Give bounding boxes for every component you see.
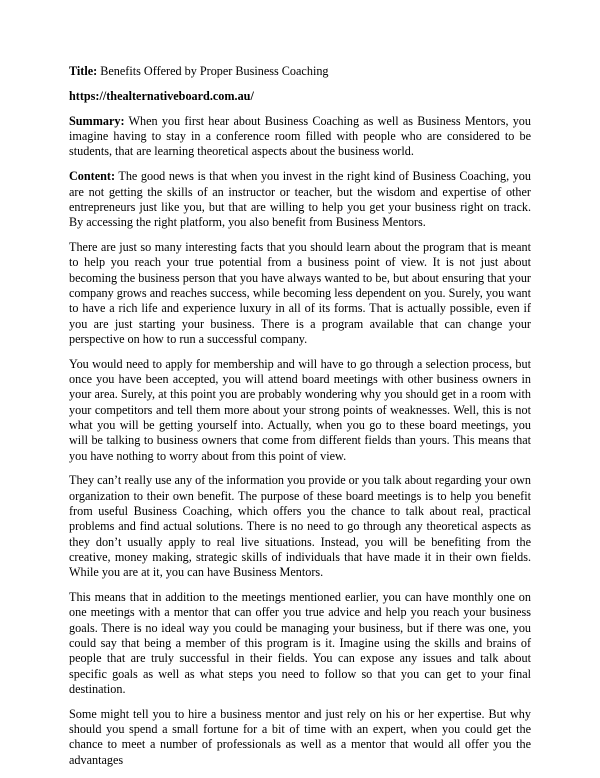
content-label: Content:: [69, 169, 116, 184]
content-paragraph: [69, 169, 531, 230]
body-paragraph-3: They can’t really use any of the information you provide or you talk about regarding your own organization to their own benefit. The purpose of these board meetings is to help you benefit from useful Business Coaching, which offers you the chance to talk about real, practical problems and find actual solutions. There is no need to go through any theoretical aspects as they don’t usually apply to real live situations. Instead, you will be benefiting from the creative, money making, strategic skills of individuals that have made it in their own fields. While you are at it, you can have Business Mentors.: [69, 473, 531, 580]
summary-label: Summary:: [69, 113, 125, 128]
body-paragraph-2: You would need to apply for membership and will have to go through a selection process, but once you have been accepted, you will attend board meetings with other business owners in your area. Surely, at this point you are probably wondering why you should get in a room with your competitors and tell them more about your strong points of weaknesses. Well, this is not what you will be getting yourself into. Actually, when you go to these board meetings, you will be talking to business owners that come from different fields than yours. This means that you have nothing to worry about from this point of view.: [69, 356, 531, 463]
body-paragraph-5: Some might tell you to hire a business mentor and just rely on his or her expertise. But why should you spend a small fortune for a bit of time with an expert, when you could get the chance to meet a number of professionals as well as a mentor that would all offer you the advantages: [69, 706, 531, 767]
body-paragraph-1: There are just so many interesting facts that you should learn about the program that is meant to help you reach your true potential from a business point of view. It is not just about becoming the business person that you have always wanted to be, but about ensuring that your company grows and reaches success, while becoming less dependent on you. Surely, you want to have a rich life and experience luxury in all of its forms. That is actually possible, even if you are just starting your business. There is a program available that can change your perspective on how to run a successful company.: [69, 240, 531, 346]
title-line: [69, 64, 531, 79]
summary-paragraph: [69, 114, 531, 160]
title-label: Title:: [69, 64, 98, 78]
summary-text: When you first hear about Business Coaching as well as Business Mentors, you imagine having to stay in a conference room filled with people who are considered to be students, that are learning theoretical aspects about the business world.: [69, 113, 531, 159]
source-url[interactable]: https://thealternativeboard.com.au/: [69, 88, 254, 103]
document-page: [69, 64, 531, 778]
content-text: The good news is that when you invest in the right kind of Business Coaching, you are not getting the skills of an instructor or teacher, but the wisdom and expertise of other entrepreneurs just like you, but that are willing to help you get your business right on track. By accessing the right platform, you also benefit from Business Mentors.: [69, 169, 531, 230]
body-paragraph-4: This means that in addition to the meetings mentioned earlier, you can have monthly one on one meetings with a mentor that can offer you true advice and help you reach your business goals. There is no ideal way you could be managing your business, but if there was one, you could say that being a member of this program is it. Imagine using the skills and brains of people that are truly successful in their fields. You can expose any issues and talk about specific goals as well as what steps you need to follow so that you can get to your final destination.: [69, 590, 531, 696]
title-text: Benefits Offered by Proper Business Coaching: [97, 64, 329, 78]
